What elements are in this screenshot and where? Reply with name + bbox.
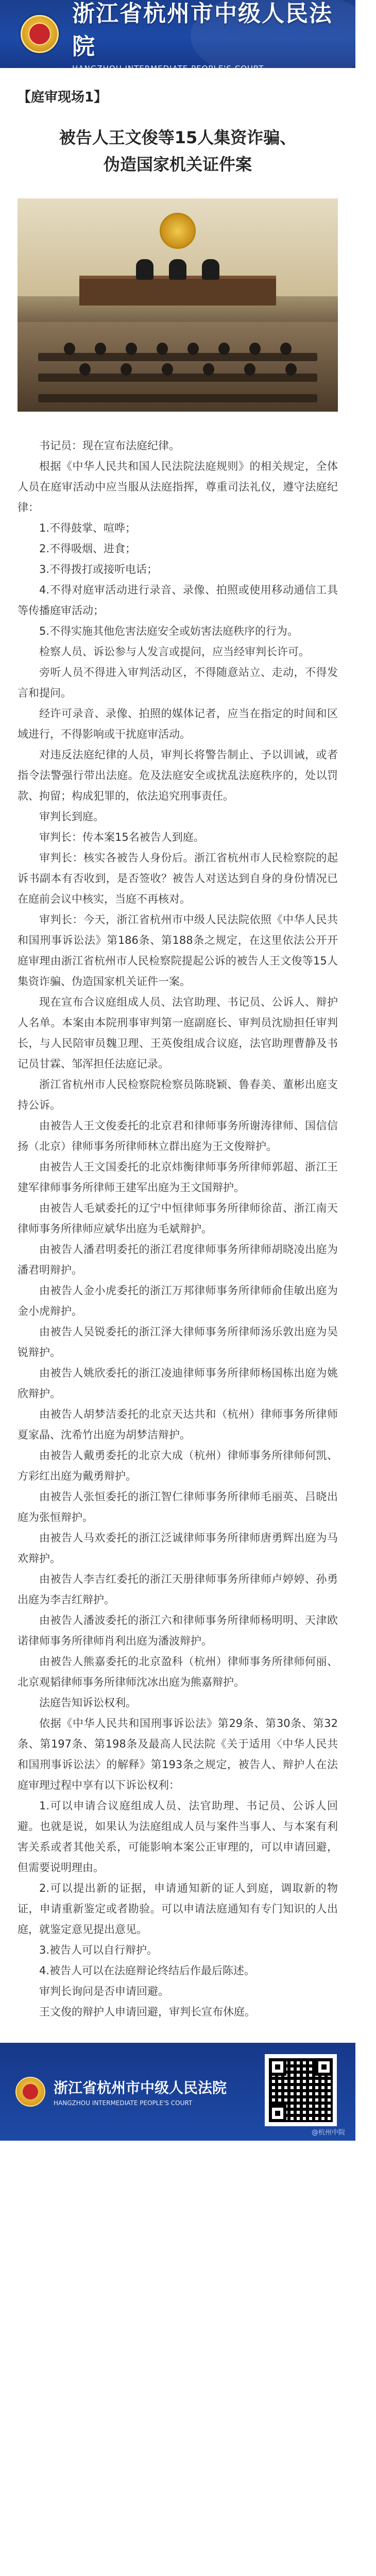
article-paragraph: 由被告人李吉红委托的浙江天册律师事务所律师卢婷婷、孙勇出庭为李吉红辩护。 [18, 1573, 338, 1606]
article-paragraph: 由被告人王文国委托的北京炜衡律师事务所律师郭超、浙江王建军律师事务所律师王建军出庭为王文国辩护。 [18, 1161, 338, 1194]
article-paragraph: 由被告人胡梦洁委托的北京天达共和（杭州）律师事务所律师夏家晶、沈希竹出庭为胡梦洁辩护。 [18, 1408, 338, 1441]
article-paragraph: 由被告人姚欣委托的浙江凌迪律师事务所律师杨国栋出庭为姚欣辩护。 [18, 1367, 338, 1400]
article-paragraph: 检察人员、诉讼参与人发言或提问，应当经审判长许可。 [39, 646, 310, 658]
article-paragraph: 由被告人戴勇委托的北京大成（杭州）律师事务所律师何凯、方彩红出庭为戴勇辩护。 [18, 1449, 338, 1482]
court-banner [0, 0, 355, 73]
article-paragraph: 现在宣布合议庭组成人员、法官助理、书记员、公诉人、辩护人名单。本案由本院刑事审判第一庭副庭长、审判员沈励担任审判长，与人民陪审员魏卫理、王英俊组成合议庭，法官助理曹静及书记员甘霖、邹浑担任法庭记录。 [18, 996, 338, 1070]
weibo-watermark: @杭州中院 [311, 2129, 345, 2137]
court-emblem-icon [21, 15, 59, 53]
qr-code[interactable] [265, 2054, 337, 2126]
article-paragraph: 由被告人吴锐委托的浙江泽大律师事务所律师汤乐敦出庭为吴锐辩护。 [18, 1326, 338, 1359]
article-paragraph: 由被告人毛斌委托的辽宁中恒律师事务所律师徐苗、浙江南天律师事务所律师应斌华出庭为毛斌辩护。 [18, 1202, 338, 1235]
article-paragraph: 5.不得实施其他危害法庭安全或妨害法庭秩序的行为。 [39, 625, 299, 637]
article-paragraph: 由被告人金小虎委托的浙江万邦律师事务所律师俞佳敏出庭为金小虎辩护。 [18, 1284, 338, 1317]
article-paragraph: 审判长：核实各被告人身份后。浙江省杭州市人民检察院的起诉书副本有否收到，是否签收？被告人对送达到自身的身份情况已在庭前会议中核实，当庭不再核对。 [18, 852, 338, 905]
article-paragraph: 法庭告知诉讼权利。 [39, 1697, 136, 1709]
banner-subtitle: HANGZHOU INTERMEDIATE PEOPLE'S COURT [72, 64, 264, 73]
banner-title: 浙江省杭州市中级人民法院 [72, 1, 333, 60]
courtroom-photo [18, 198, 338, 412]
article-paragraph: 由被告人熊嘉委托的北京盈科（杭州）律师事务所律师何丽、北京观韬律师事务所律师沈冰出庭为熊嘉辩护。 [18, 1655, 338, 1688]
article-paragraph: 旁听人员不得进入审判活动区，不得随意站立、走动，不得发言和提问。 [18, 666, 338, 699]
article-paragraph: 2.可以提出新的证据，申请通知新的证人到庭，调取新的物证，申请重新鉴定或者勘验。可以申请法庭通知有专门知识的人出庭，就鉴定意见提出意见。 [18, 1882, 338, 1936]
article-paragraph: 经许可录音、录像、拍照的媒体记者，应当在指定的时间和区域进行，不得影响或干扰庭审活动。 [18, 707, 338, 740]
headline-line-1: 被告人王文俊等15人集资诈骗、 [59, 128, 297, 147]
national-emblem-icon [160, 213, 196, 249]
article-paragraph: 3.不得拨打或接听电话； [39, 563, 158, 575]
article-paragraph: 审判长询问是否申请回避。 [39, 1985, 169, 1997]
article-paragraph: 1.可以申请合议庭组成人员、法官助理、书记员、公诉人回避。也就是说，如果认为法庭组成人员与案件当事人、与本案有利害关系或者其他关系，可能影响本案公正审理的，可以申请回避，但需要说明理由。 [18, 1800, 338, 1874]
article-paragraph: 由被告人潘波委托的浙江六和律师事务所律师杨明明、天津欧诺律师事务所律师肖利出庭为潘波辩护。 [18, 1614, 338, 1647]
article-paragraph: 对违反法庭纪律的人员，审判长将警告制止、予以训诫，或者指令法警强行带出法庭。危及法庭安全或扰乱法庭秩序的，处以罚款、拘留；构成犯罪的，依法追究刑事责任。 [18, 749, 338, 802]
article-paragraph: 审判长到庭。 [39, 810, 104, 823]
article-paragraph: 3.被告人可以自行辩护。 [39, 1944, 158, 1956]
footer-subtitle: HANGZHOU INTERMEDIATE PEOPLE'S COURT [54, 2099, 193, 2107]
article-paragraph: 由被告人马欢委托的浙江泛诚律师事务所律师唐勇辉出庭为马欢辩护。 [18, 1532, 338, 1565]
article-paragraph: 由被告人潘君明委托的浙江君度律师事务所律师胡晓凌出庭为潘君明辩护。 [18, 1243, 338, 1276]
section-tag: 【庭审现场1】 [18, 90, 108, 105]
article-paragraph: 4.被告人可以在法庭辩论终结后作最后陈述。 [39, 1964, 255, 1977]
footer-title: 浙江省杭州市中级人民法院 [54, 2079, 227, 2096]
article-paragraph: 审判长：传本案15名被告人到庭。 [39, 831, 204, 843]
article-paragraph: 依据《中华人民共和国刑事诉讼法》第29条、第30条、第32条、第197条、第198条及最高人民法院《关于适用〈中华人民共和国刑事诉讼法〉的解释》第193条之规定，被告人、辩护人在法庭审理过程中享有以下诉讼权利： [18, 1717, 338, 1791]
article-paragraph: 由被告人张恒委托的浙江智仁律师事务所律师毛丽英、吕晓出庭为张恒辩护。 [18, 1490, 338, 1523]
article-body [0, 412, 355, 2022]
article-paragraph: 浙江省杭州市人民检察院检察员陈晓颖、鲁春美、董彬出庭支持公诉。 [18, 1078, 338, 1111]
article-paragraph: 王文俊的辩护人申请回避，审判长宣布休庭。 [39, 2006, 255, 2018]
article-paragraph: 书记员：现在宣布法庭纪律。 [39, 439, 180, 452]
court-footer [0, 2043, 355, 2141]
article-paragraph: 根据《中华人民共和国人民法院法庭规则》的相关规定，全体人员在庭审活动中应当服从法庭指挥，尊重司法礼仪，遵守法庭纪律： [18, 460, 338, 514]
article-paragraph: 由被告人王文俊委托的北京君和律师事务所谢涛律师、国信信扬（北京）律师事务所律师林立群出庭为王文俊辩护。 [18, 1120, 338, 1153]
headline-line-2: 伪造国家机关证件案 [103, 155, 252, 174]
footer-emblem-icon [15, 2077, 45, 2107]
article-headline [0, 124, 355, 178]
article-paragraph: 2.不得吸烟、进食； [39, 543, 136, 555]
article-paragraph: 审判长：今天，浙江省杭州市中级人民法院依照《中华人民共和国刑事诉讼法》第186条、第188条之规定，在这里依法公开开庭审理由浙江省杭州市人民检察院提起公诉的被告人王文俊等15人集资诈骗、伪造国家机关证件一案。 [18, 913, 338, 988]
article-paragraph: 4.不得对庭审活动进行录音、录像、拍照或使用移动通信工具等传播庭审活动； [18, 584, 338, 617]
article-paragraph: 1.不得鼓掌、喧哗； [39, 522, 136, 534]
